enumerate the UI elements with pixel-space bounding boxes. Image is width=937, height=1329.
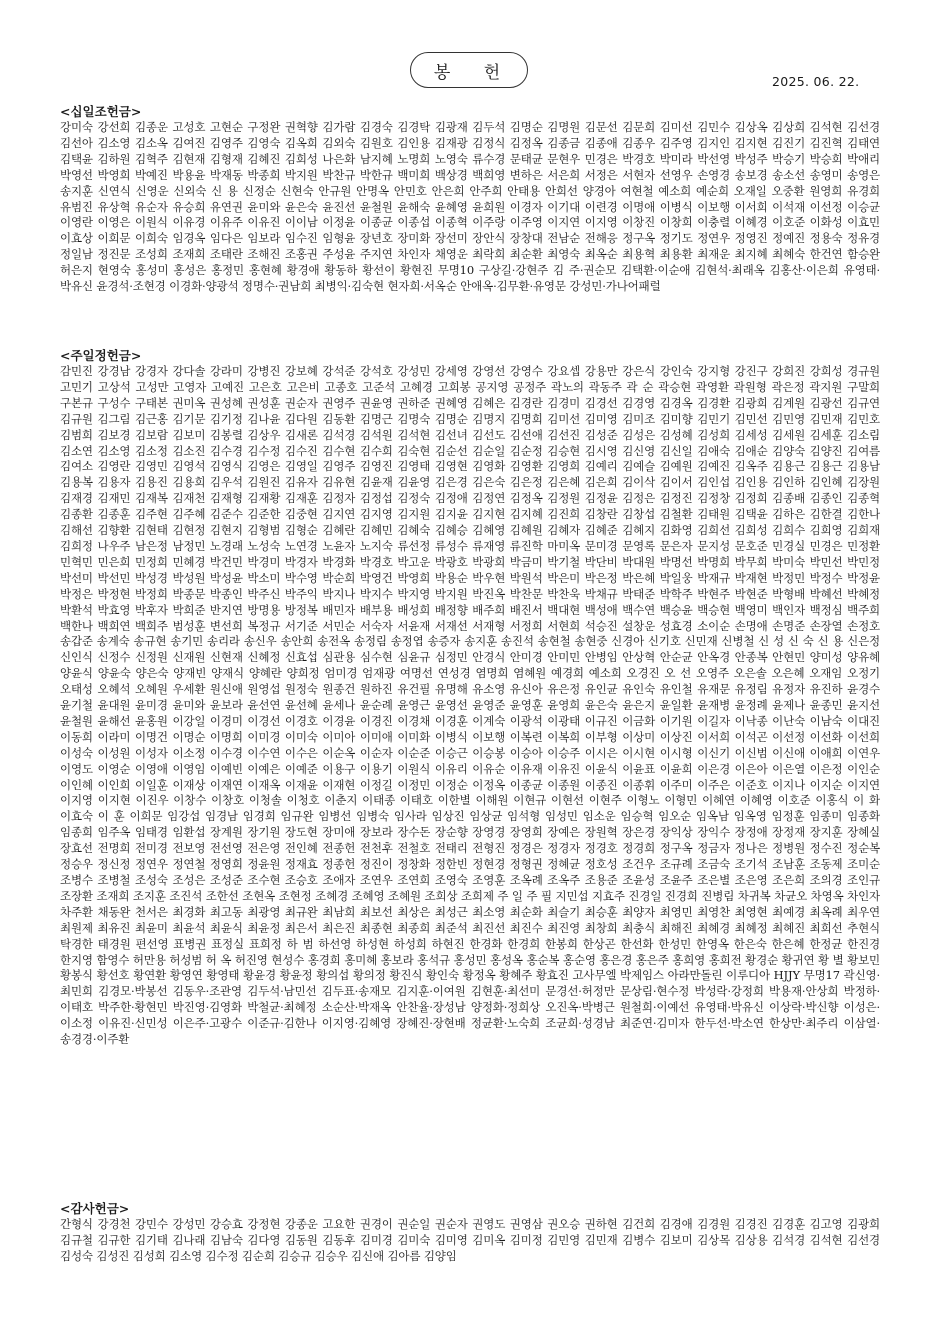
tithe-names: 강미숙 강선희 김종운 고성호 고현순 구정완 권혁향 김가람 김경숙 김경탁 김광재 김두석 김명순 김명원 김문선 김문희 김미선 김민수 김상옥 김상희 김석현 김선경 김선아 김소영 김소옥 김여진 김영주 김영숙 김옥희 김외숙 김원호 김인용 김재광 김정식 김정옥 김종금 김종애 김종우 김주영 김지인 김지현 김진기 김진혁 김태연 김택윤 김하원 김혁주 김현재 김형재 김혜진 김희성 나은화 남지혜 노명희 노영숙 류수경 문태균 문현우 민경은 박경호 박미라 박선영 박성주 박승기 박승희 박애리 박영선 박영희 박예진 박용윤 박재동 박종희 박지원 박찬규 박한규 백미희 백상경 백희영 변하은 서은희 서정은 서현자 선영우 손영경 송보경 송소선 송영미 송영은 송지훈 신연식 신영운 신외숙 신 용 신정순 신현숙 안규원 안명옥 안민호 안은희 안주희 안태용 안희선 양경아 여현철 예소희 예순희 오재일 오중환 원영희 유경희 유범진 유상혁 유순자 유승희 유연권 윤미와 윤은숙 윤진선 윤철원 윤해숙 윤혜영 윤희원 이경자 이기대 이련경 이명애 이병식 이보행 이서희 이석재 이선정 이승균 이영란 이영은 이원식 이유경 이유주 이유진 이이남 이정윤 이종균 이종섭 이종혁 이주랑 이주영 이지연 이지영 이창진 이창희 이충렬 이혜경 이호준 이화성 이효민 이효상 이희문 이희숙 임경옥 임다은 임보라 임수진 임형윤 장년호 장미화 장선미 장안식 장창대 전남순 전해응 정구옥 정기도 정연우 정영진 정예진 정용숙 정유경 정일남 정진문 조성희 조재희 조태란 조해진 조홍권 주성윤 주지연 차인자 채영운 최락희 최순환 최영숙 최옥순 최용혁 최용환 최재운 최지혜 최혜숙 한건연 함승완 허은지 현영숙 홍성미 홍성은 홍정민 홍현혜 황경애 황동하 황선이 황현진 무명10 구상길·강현주 김 주·권순모 김택환·이순애 김현석·최래옥 김홍산·이은희 유영태·박유신 윤경석·조현경 이경화·양광석 정명수·권남희 최병익·김숙현 현자희·서옥순 안애옥·김무환·유영문 강성민·가나어패럴 [60,120,880,294]
title-badge [410,52,528,88]
page-title: 봉 헌 [433,62,515,83]
service-date: 2025. 06. 22. [772,74,860,89]
tithe-section [60,103,880,295]
thanksgiving-section [60,1200,880,1265]
sunday-offering-names: 감민진 강경남 강경자 강다솔 강라미 강병진 강보혜 강석준 강석호 강성민 강세영 강영선 강영수 강요셉 강용만 강은식 강인숙 강지형 강진구 강희진 강희성 경규원 고민기 고상석 고성만 고영자 고예진 고은호 고은비 고종호 고준석 고혜경 고희봉 공지영 공정주 곽노의 곽동주 곽 순 곽승현 곽영환 곽원형 곽은정 곽지원 구말희 구본규 구성수 구태본 권미옥 권성혜 권성훈 권순자 권영주 권윤영 권하준 권혜영 김혜은 김경란 김경미 김경선 김경영 김경옥 김경환 김광희 김계원 김광선 김규연 김규원 김그림 김근홍 김기문 김기정 김나윤 김다원 김동환 김명근 김명숙 김명순 김명지 김명희 김미선 김미영 김미조 김미향 김민기 김민선 김민영 김민재 김민호 김범희 김보경 김보람 김보미 김봉렬 김상우 김새론 김석경 김석원 김석현 김선녀 김선도 김선애 김선진 김성준 김성은 김성혜 김성희 김세성 김세원 김세훈 김소림 김소연 김소영 김소정 김소진 김수경 김수정 김수진 김수현 김수희 김숙현 김순선 김순일 김순정 김승현 김시영 김신영 김신일 김애숙 김애순 김양숙 김양진 김여름 김여소 김영란 김영민 김영석 김영식 김영은 김영일 김영주 김영진 김영태 김영현 김영화 김영환 김영희 김예리 김예슬 김예원 김예진 김옥주 김용근 김용근 김용남 김용복 김용자 김용진 김용희 김우석 김원진 김유자 김유현 김윤재 김윤영 김은경 김은숙 김은정 김은혜 김은희 김이삭 김이서 김인섭 김인용 김인하 김인혜 김장원 김재경 김재민 김재복 김재천 김재형 김재황 김재훈 김정자 김정섭 김정숙 김정애 김정연 김정옥 김정원 김정윤 김정은 김정진 김정창 김정희 김종배 김종인 김종혁 김종환 김종훈 김주현 김주혜 김준수 김준한 김중현 김지연 김지영 김지원 김지윤 김지현 김지혜 김진희 김창란 김창섭 김철환 김태원 김택윤 김하은 김한결 김한나 김해선 김향환 김현태 김현정 김현지 김형범 김형순 김혜란 김혜민 김혜숙 김혜승 김혜영 김혜원 김혜자 김혜준 김혜지 김화영 김희선 김희성 김희수 김희영 김희재 김희정 나우주 남은정 남정민 노경래 노성숙 노연경 노윤자 노지숙 류선정 류성수 류재영 류진학 마미옥 문미경 문영록 문은자 문지성 문호준 민경실 민경은 민정환 민혁민 민은희 민정희 민혜경 박건민 박경미 박경자 박경화 박경호 박고운 박광호 박광희 박금미 박기철 박단비 박대원 박명선 박명희 박무희 박미숙 박민선 박민정 박선미 박선민 박성경 박성원 박성윤 박소미 박수영 박순희 박영건 박영희 박용순 박우현 박원석 박은미 박은정 박은혜 박일웅 박재규 박재현 박정민 박정수 박정윤 박정은 박정현 박정희 박종문 박종인 박주신 박주익 박지나 박지수 박지영 박지원 박진옥 박찬문 박찬욱 박채규 박태준 박학주 박현주 박현준 박형배 박혜선 박혜정 박환석 박효영 박후자 박희준 반지연 방명용 방정복 배민자 배부용 배성희 배정향 배주희 배진서 백대현 백성애 백수연 백승윤 백승현 백영미 백인자 백정심 백주희 백한나 백희연 백희주 범성훈 변선희 복정규 서기준 서민순 서숙자 서윤재 서재선 서재형 서정희 서현희 석승진 설창운 성효경 소이순 손명애 손명준 손장열 손정호 송갑준 송계숙 송규현 송기민 송리라 송신우 송안희 송전옥 송정림 송정엽 송증자 송지훈 송진석 송현철 송현중 신경아 신기호 신민재 신병철 신 성 신 숙 신 용 신은정 신인식 신정수 신정원 신재원 신현재 신혜정 신효섭 심관용 심수현 심윤규 심정민 안경식 안미경 안미민 안병임 안상혁 안순균 안옥경 안종복 안현민 양미성 양유혜 양윤식 양윤숙 양은숙 양재빈 양재식 양혜란 양희정 엄미경 엄재광 여명선 연성경 염명희 염혜원 예경희 예소희 오경진 오 선 오영주 오은솔 오은혜 오재임 오정기 오태성 오혜석 오혜원 우세환 원신애 원영섭 원정숙 원종건 원하진 유건필 유명해 유소영 유신아 유은정 유인균 유인숙 유인철 유재문 유정림 유정자 유진하 윤경수 윤기철 윤대원 윤미경 윤미와 윤보라 윤선연 윤선혜 윤세나 윤순례 윤영근 윤영선 윤영준 윤영훈 윤영희 윤은숙 윤은지 윤일환 윤재병 윤정례 윤제나 윤종민 윤지선 윤철원 윤해선 윤홍원 이강일 이경미 이경선 이경호 이경윤 이경진 이경채 이경훈 이계숙 이광석 이광태 이규진 이금화 이기원 이길자 이낙종 이난숙 이남숙 이대진 이동희 이라미 이명건 이명순 이명희 이미경 이미숙 이미아 이미애 이미화 이병식 이보행 이복련 이복희 이부형 이상미 이상진 이서희 이석곤 이선정 이선화 이선희 이성숙 이성원 이성자 이소정 이수경 이수연 이수은 이순옥 이순자 이순준 이승근 이승봉 이승아 이승주 이시은 이시현 이시형 이신기 이신범 이신애 이애희 이연우 이영도 이영순 이영애 이영임 이예빈 이예은 이예준 이용구 이용기 이원식 이유리 이유순 이유재 이유진 이윤식 이윤표 이윤희 이은경 이은아 이은열 이은정 이인순 이인혜 이인희 이일훈 이재상 이재연 이재옥 이재윤 이재현 이정길 이정민 이정순 이정옥 이종균 이종원 이종진 이종휘 이주미 이주은 이준호 이지나 이지순 이지연 이지영 이지현 이진우 이창수 이창호 이청솔 이청호 이춘지 이태종 이태호 이한별 이해원 이현규 이현선 이현주 이형노 이형민 이혜연 이혜영 이호준 이홍식 이 화 이효숙 이 훈 이희문 임강섭 임경남 임경희 임규완 임병선 임병숙 임사라 임상진 임상균 임석형 임성민 임소운 임승혁 임오순 임옥남 임옥영 임정훈 임종미 임종화 임종희 임주옥 임태경 임환섭 장계원 장기원 장도현 장미애 장보라 장수돈 장순향 장영경 장영희 장예은 장원혁 장은경 장익상 장익수 장정애 장정재 장지훈 장혜실 장효선 전명희 전미경 전보영 전선영 전은영 전인혜 전종헌 전천후 전철호 전태리 전형진 정경은 정경자 정경호 정경희 정구옥 정금자 정나은 정병원 정수진 정순복 정승우 정신정 정연우 정연철 정영희 정윤원 정재효 정종헌 정진이 정창화 정한빈 정현경 정형권 정혜균 정호성 조건우 조규례 조금숙 조기석 조남훈 조동제 조미순 조병수 조병철 조성숙 조성은 조성준 조수현 조승호 조애자 조연우 조연희 조영숙 조영훈 조옥례 조옥주 조용준 조윤성 조윤주 조은별 조은영 조은희 조의경 조인규 조장환 조재희 조지훈 조진석 조한선 조현옥 조현정 조혜경 조혜영 조혜원 조희상 조희제 주 일 주 필 지민섭 지효주 진경일 진경희 진병림 차귀복 차균오 차영옥 차인자 차주환 채동완 천서은 최경화 최고동 최광영 최규완 최남희 최보선 최상은 최성근 최소영 최순화 최슬기 최승훈 최양자 최영민 최영찬 최영현 최예경 최옥례 최우연 최원제 최유진 최윤미 최윤석 최윤식 최윤정 최은서 최은진 최종현 최종희 최준석 최진선 최진수 최진영 최창희 최충식 최해진 최혜경 최혜정 최혜진 최희선 추현식 탁경한 태경원 편선영 표병권 표정실 표희정 하 범 하선영 하성현 하성희 하현진 한경화 한경희 한봉희 한상곤 한선화 한성민 한영옥 한은숙 한은혜 한정균 한진경 한지영 함영수 허만용 허성범 허 옥 허진영 현성수 홍경희 홍미혜 홍보라 홍석규 홍성민 홍성옥 홍순복 홍순영 홍은경 홍은주 홍희영 홍희전 황경순 황귀연 황 별 황보민 황봉식 황선호 황연환 황영연 황영태 황윤경 황윤정 황의섭 황의정 황진식 황인숙 황정옥 황혜주 황효진 고사무엘 박제임스 아라만돌린 이루디아 HJJY 무명17 곽신영·최민희 김경모·박봉선 김동우·조관영 김두석·남민선 김두표·송재모 김지훈·이여원 김현훈·최선미 문경선·허정만 문상림·현수정 박성락·강정희 박용재·안상희 박정하·이태호 박주한·황현민 박진영·김영화 박철균·최혜정 소순산·박재옥 안찬율·장성남 양정화·정희상 오진옥·박병근 원철희·이예선 유영태·박유신 이상락·박신향 이성은·이소정 이유진·신민성 이은주·고광수 이준규·김한나 이지영·김혜영 장혜진·장현배 정균환·노숙희 조균희·성경남 최준연·김미자 한두선·박소연 한상만·최주리 이삼열·송경경·이주환 [60,364,880,1047]
thanksgiving-heading: <감사헌금> [60,1201,130,1216]
sunday-offering-heading: <주일정헌금> [60,348,142,363]
thanksgiving-names: 간형식 강경천 강민수 강성민 강승효 강정현 강종운 고요한 권경이 권순일 권순자 권영도 권영삼 권오승 권하현 김건희 김경애 김경원 김경진 김경훈 김고영 김광희 김규철 김규한 김기태 김나래 김남숙 김다영 김동원 김동후 김미경 김미숙 김미영 김미옥 김미정 김민영 김민재 김병수 김보미 김상목 김상용 김석경 김석현 김선경 김성숙 김성진 김성희 김소영 김수정 김순희 김승규 김승우 김신애 김아름 김양임 [60,1217,880,1263]
tithe-heading: <십일조헌금> [60,104,142,119]
sunday-offering-section [60,347,880,1048]
